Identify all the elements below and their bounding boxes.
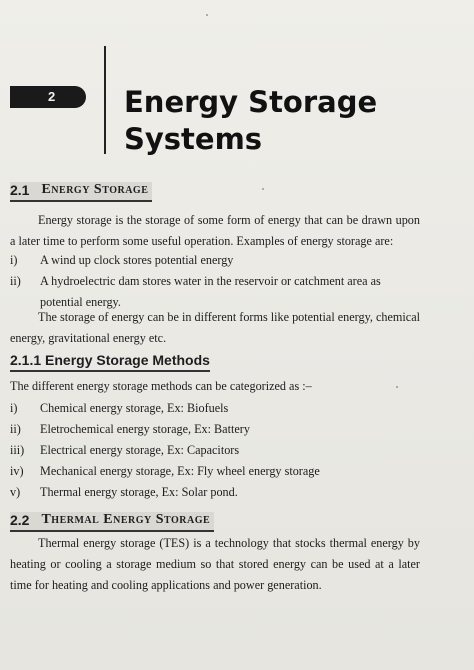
list-marker: ii) xyxy=(10,274,21,288)
methods-intro: The different energy storage methods can be categorized as :– xyxy=(10,379,312,393)
section-number: 2.2 xyxy=(10,512,30,528)
list-text: Mechanical energy storage, Ex: Fly wheel energy storage xyxy=(40,464,320,478)
list-marker: iii) xyxy=(10,443,25,457)
subsection-number: 2.1.1 xyxy=(10,352,42,368)
title-divider xyxy=(104,46,106,154)
list-marker: iv) xyxy=(10,464,24,478)
list-text: A wind up clock stores potential energy xyxy=(40,253,234,267)
section-heading-2-1 xyxy=(10,182,152,202)
chapter-title xyxy=(124,84,377,158)
section-number: 2.1 xyxy=(10,182,30,198)
list-item xyxy=(10,398,420,419)
list-item xyxy=(10,440,420,461)
list-item xyxy=(10,250,420,271)
list-item xyxy=(10,419,420,440)
list-marker: v) xyxy=(10,485,21,499)
chapter-title-line1: Energy Storage xyxy=(124,85,378,119)
chapter-number-tab xyxy=(10,86,86,108)
forms-paragraph: The storage of energy can be in different forms like potential energy, chemical energy, gravitational energy etc. xyxy=(10,310,420,345)
section-title: Energy Storage xyxy=(41,182,149,197)
section-title: Thermal Energy Storage xyxy=(41,512,211,527)
subsection-heading-2-1-1 xyxy=(10,352,210,372)
chapter-title-line2: Systems xyxy=(124,122,263,156)
scan-speck xyxy=(396,386,398,388)
list-text: Electrical energy storage, Ex: Capacitors xyxy=(40,443,240,457)
section-heading-2-2 xyxy=(10,512,214,532)
list-item xyxy=(10,482,420,503)
list-marker: ii) xyxy=(10,422,21,436)
chapter-number: 2 xyxy=(48,89,56,104)
intro-paragraph: Energy storage is the storage of some form of energy that can be drawn upon a later time to perform some useful operation. Examples of energy storage are: xyxy=(10,213,420,248)
list-marker: i) xyxy=(10,401,18,415)
list-text: Eletrochemical energy storage, Ex: Battery xyxy=(40,422,250,436)
list-text: Chemical energy storage, Ex: Biofuels xyxy=(40,401,229,415)
subsection-title: Energy Storage Methods xyxy=(45,352,210,368)
list-marker: i) xyxy=(10,253,18,267)
list-item xyxy=(10,461,420,482)
scan-speck xyxy=(206,14,208,16)
list-text: Thermal energy storage, Ex: Solar pond. xyxy=(40,485,238,499)
list-text: A hydroelectric dam stores water in the reservoir or catchment area as potential energy. xyxy=(40,274,381,309)
tes-paragraph: Thermal energy storage (TES) is a technology that stocks thermal energy by heating or cooling a storage medium so that stored energy can be used at a later time for heating and cooling applications and power generation. xyxy=(10,536,420,592)
scan-speck xyxy=(262,188,264,190)
